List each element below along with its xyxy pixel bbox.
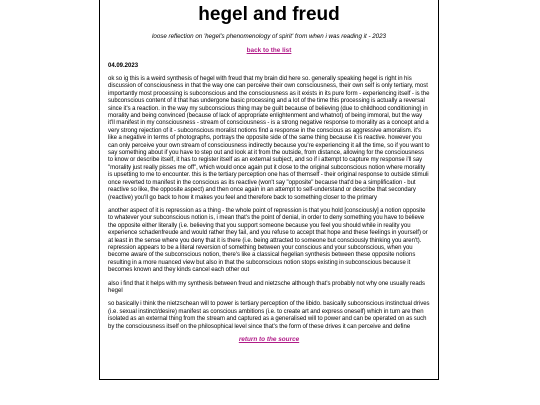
paragraph-4: so basically i think the nietzschean will to power is tertiary perception of the libido. basically subconscious instinctual drives (i.e. sexual instinct/desire) manifest as conscious ambitions (i.e. to create art and express oneself) which in turn are then isolated as an external thing from the stream and captured as a generalised will to power and can be operated on as such by the consciousness itself on the philosophical level since that's the form of these drives it can perceive and define <box>108 301 430 330</box>
paragraph-1: ok so ig this is a weird synthesis of hegel with freud that my brain did here so. generally speaking hegel is right in his discussion of consciousness in that the way one can perceive their own consciousness, their own self is only tertiary, most importantly most processing is subconscious and the consciousness as it exists in its pure form - experiencing itself - is the subconscious content of it that has undergone basic processing and a lot of the time this processing is actually a reversal since it's a reaction. in the way my subconscious thing may be guilt because of believing (due to childhood conditioning) in morality and being convinced (because of lack of appropriate enlightenment and whatnot) of being immoral, but the way it'll manifest in my consciousness - stream of consciousness - is a strong negative response to morality as a concept and a very strong rejection of it - subconscious moralist notions find a response in the conscious as aggressive amoralism. it's like a negative in terms of photographs, portrays the opposite side of the same thing because it is reactive. however you can only perceive your own stream of consciousness indirectly because you're experiencing it all the time, so if you want to say something about if you have to step out and look at it from the outside, from distance, allowing for the consciousness to know or describe itself, it has to register itself as an external subject, and so if i attempt to capture my response i'll say "morality just really pisses me off", which would once again put it close to the original subconscious notion where morality is upsetting to me to encounter. this is the tertiary perception one has of themself - their original response to outside stimuli once reverted to manifest in the conscious as its reactive (won't say "opposite" because that'd be a simplification - but reactive so like, the opposite aspect) and then once again in an attempt to self-understand or describe that secondary (reactive) you'll go back to how it makes you feel and therefore back to something closer to the primary <box>108 76 430 201</box>
post-date: 04.09.2023 <box>108 63 139 69</box>
page-title: hegel and freud <box>198 4 340 25</box>
return-to-source-link[interactable]: return to the source <box>238 336 300 343</box>
article-container <box>99 0 439 380</box>
paragraph-3: also i find that it helps with my synthesis between freud and nietzsche although that's probably not why one usually reads hegel <box>108 280 426 294</box>
page-subtitle: loose reflection on 'hegel's phenomenology of spirit' from when i was reading it - 2023 <box>152 33 386 40</box>
back-to-list-link[interactable]: back to the list <box>246 47 292 54</box>
paragraph-2: another aspect of it is repression as a thing - the whole point of repression is that you hold [consciously] a notion opposite to whatever your subconscious notion is, i mean that's the point of denial, in order to deny something you have to believe the opposite either literally (i.e. believing that you support someone because you feel you should while in reality you experience schadenfreude and would rather they fail, and you refuse to accept that hope and these feelings in yourself) or at least in the sense where you deny that it is there (i.e. being attracted to someone but consciously thinking you aren't). repression appears to be a literal reversion of something between your conscious and your subconscious, when you become aware of the subconscious notion, there's like a classical hegelian synthesis between these opposite notions resulting in a more nuanced view but also in that the subconscious notion stops existing in subconscious because it becomes known and they kinds cancel each other out <box>108 207 428 274</box>
